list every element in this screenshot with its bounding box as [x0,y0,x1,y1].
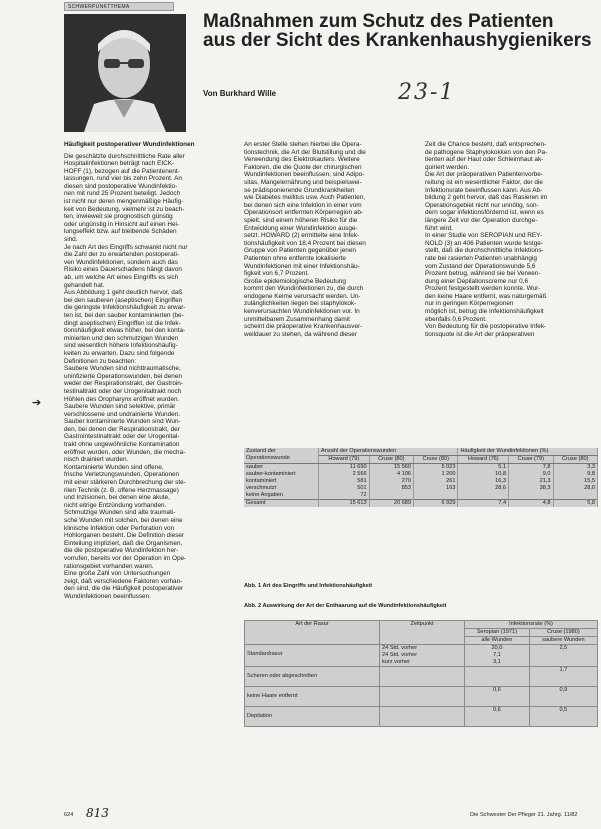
t2-time: 24 Std. vorher [382,652,418,658]
caption-figure-2: Abb. 2 Auswirkung der Art der Enthaarung auf die Wundinfektionshäufigkeit [244,603,447,609]
left-column-line: weder der Respirationstrakt, der Gastroin- [64,380,183,388]
t1-total-cell: 6 929 [414,500,458,508]
title-line-2: aus der Sicht des Krankenhaushygienikers [203,30,592,51]
t1-row-label: verschmutzt [244,485,319,492]
right-column-text [425,141,597,338]
t1-subheader: Cruse (80) [553,456,598,464]
right-column-line: längere Zeit vor der Operation durchge- [425,216,538,224]
left-column-line: Saubere Wunden sind nichttraumatische, [64,365,181,373]
t2-sub-cruse: Cruse (1980) [529,629,597,637]
t2-value: 0,6 [493,707,501,713]
left-column [64,141,237,601]
right-column-line: Prozent festgestellt werden konnte. Wur- [425,285,541,293]
right-column-line: quiriert werden. [425,163,470,171]
middle-column-line: Verwendung des Elektrokauters. Weitere [244,156,360,164]
left-column-line: ten ist, bei den sauber kontaminierten (be- [64,311,184,319]
left-column-line: Definitionen zu beachten: [64,357,137,365]
t1-cell [458,492,509,500]
middle-column-line: Faktoren, die die Quote der chirurgischen [244,163,362,171]
left-column-line: zeigt, daß verschiedene Faktoren vorhan- [64,577,183,585]
t2-seropian-cell [465,687,530,707]
left-column-line: Aus Abbildung 1 geht deutlich hervor, daß [64,289,183,297]
middle-column-line: unmittelbarem Zusammenhang damit [244,315,350,323]
t1-total-cell: 20 689 [369,500,413,508]
middle-column-line: spielt, sind einem höheren Risiko für die [244,216,358,224]
t2-header-zeitpunkt: Zeitpunkt [380,621,465,645]
t1-cell: 9,0 [509,471,553,478]
t1-cell: 261 [414,478,458,485]
right-column-line: Infektionsrate beeinflussen kann. Aus Ab- [425,186,543,194]
right-column-line: nur in geringen Körperregionen [425,300,514,308]
middle-column-line: setzt. HOWARD (2) ermittelte eine Infek- [244,232,360,240]
t1-cell: 28,6 [458,485,509,492]
left-column-line: oder ungünstig in Hinsicht auf einen Hei- [64,220,180,228]
t1-cell: 10,8 [458,471,509,478]
left-column-line: bei den sauberen (aseptischen) Eingriffen [64,296,183,304]
t1-cell: 501 [319,485,370,492]
left-column-line: Risiko eines Dauerschadens hängt davon [64,266,182,274]
t1-subheader: Cruse (79) [509,456,553,464]
middle-column-line: sitas, Mangelernährung und beispielswei- [244,178,362,186]
author-byline: Von Burkhard Wille [203,89,277,98]
right-column-line: den keine Haare entfernt, was naturgemäß [425,292,547,300]
left-column-line: Gastrointestinaltrakt oder der Urogenital- [64,433,180,441]
caption-figure-1: Abb. 1 Art des Eingriffs und Infektionshäufigkeit [244,583,373,589]
t1-subheader: Howard (76) [458,456,509,464]
table-hair-removal [244,620,598,727]
left-column-line: Hohlorganen besteht. Die Definition dieser [64,532,185,540]
t2-row-label: Depilation [245,707,380,727]
t1-cell: 163 [414,485,458,492]
t1-cell: 4 106 [369,471,413,478]
left-column-line: diesen sind postoperative Wundinfektio- [64,182,178,190]
middle-column-line: An erster Stelle stehen hierbei die Opera- [244,141,362,148]
t1-subheader: Cruse (80) [369,456,413,464]
middle-column-line: wie Diabetes mellitus usw. Auch Patienten, [244,194,366,202]
middle-column-line: tionshäufigkeit von 18,4 Prozent bei diesen [244,239,366,247]
middle-column-line: Operationsort entfernten Körperregion ab- [244,209,364,217]
title-line-1: Maßnahmen zum Schutz des Patienten [203,11,554,32]
right-column-line: bildung 2 geht hervor, daß das Rasieren im [425,194,548,202]
left-column-line: minierten und den schmutzigen Wunden [64,334,179,342]
t2-time-cell [380,667,465,687]
table-row [244,485,598,492]
t1-cell: 15,5 [553,478,598,485]
t2-cruse-cell: 0,5 [529,707,597,727]
article-title [203,12,598,50]
t1-cell: 270 [369,478,413,485]
right-column-line: de pathogene Staphylokokken von den Pa- [425,148,548,156]
t1-cell: 5,1 [458,464,509,472]
right-column-line: Prozent betrug, während sie bei Verwen- [425,270,541,278]
t2-time: 24 Std. vorher [382,645,418,651]
t1-header-group2: Häufigkeit der Wundinfektionen (%) [458,448,598,456]
left-column-line: mit einer stärkeren Durchbrechung der ste- [64,479,186,487]
table-row [245,645,598,667]
left-column-line: nicht eitrige Entzündung vorhanden. [64,501,167,509]
table-row [245,687,598,707]
left-column-line: die Zahl der zu erwartenden postoperati- [64,251,180,259]
t1-header-col1: Zustand der Operationswunde [244,448,319,464]
left-column-line: frische Verletzungswunden, Operationen [64,471,180,479]
t1-cell: 11 690 [319,464,370,472]
left-column-text [64,153,237,601]
t1-cell: 72 [319,492,370,500]
left-column-line: den, bei denen der Respirationstrakt, der [64,425,180,433]
left-column-line: den sind, die die Häufigkeit postoperativer [64,585,184,593]
left-column-line: rationsgebiet vorhanden waren. [64,562,154,570]
middle-column-line: Wundinfektionen beeinflussen, sind Adipo- [244,171,365,179]
table-row [244,464,598,472]
middle-column-line: kenverursachten Wundinfektionen vor. In [244,308,360,316]
left-column-line: ab, um welche Art eines Eingriffs es sich [64,274,179,281]
right-column-line: dung einer Depilationscreme nur 0,6 [425,277,529,285]
right-column-line: Die Art der präoperativen Patientenvorbe- [425,171,543,179]
t1-row-label: sauber-kontaminiert [244,471,319,478]
t2-time-cell [380,687,465,707]
middle-column-line: Wundinfektionen mit einer Infektionshäu- [244,262,360,270]
t1-cell: 21,3 [509,478,553,485]
right-column-line: NOLD (3) an 406 Patienten wurde festge- [425,239,543,247]
t1-subheader: Howard (79) [319,456,370,464]
right-column-line: rate bei rasierten Patienten unabhängig [425,254,537,262]
left-column-line: lungseffekt bzw. auf bleibende Schäden [64,228,177,236]
right-column-line: führt wird. [425,224,454,232]
t1-cell [553,492,598,500]
t2-seropian-cell [465,645,530,667]
margin-arrow-mark: ➔ [32,397,42,409]
left-column-line: dingt aseptischen) Eingriffen ist die Infek- [64,319,181,327]
right-column-line: Operationsgebiet nicht nur unnötig, son- [425,201,539,209]
left-column-line: HOFF (1), bezogen auf die Patientenent- [64,167,180,175]
t2-row-label: Standardrasur [245,645,380,667]
middle-column-line: Patienten ohne entfernte lokalisierte [244,254,346,262]
t2-header-rasur: Art der Rasur [245,621,380,645]
t2-seropian-cell [465,707,530,727]
left-column-line: Wundinfektionen beeinflussen. [64,592,151,600]
t2-subsub-saubere: saubere Wunden [529,637,597,645]
left-column-line: Saubere Wunden sind selektive, primär [64,403,176,411]
left-column-line: rilen Technik (z. B. offene Herzmassage) [64,486,179,494]
left-column-line: ten, inwieweit sie prognostisch günstig [64,213,173,221]
t2-sub-seropian: Seropian (1971) [465,629,530,637]
t1-cell: 28,0 [553,485,598,492]
left-column-line: ist nicht nur deren mengenmäßige Häufig- [64,198,184,206]
handwritten-note: 23-1 [398,80,456,105]
right-column-line: reitung ist ein wesentlicher Faktor, der die [425,178,543,186]
t1-subheader: Cruse (80) [414,456,458,464]
middle-column-line: Entwicklung einer Wundinfektion ausge- [244,224,358,232]
t1-header-group1: Anzahl der Operationswunden [319,448,458,456]
middle-column-line: tionstechnik, die Art der Blutstillung und die [244,148,366,156]
right-column-line: stellt, daß die durchschnittliche Infektions- [425,247,544,255]
t2-subsub-alle: alle Wunden [465,637,530,645]
left-column-line: nen mit rund 25 Prozent beteiligt. Jedoch [64,190,181,198]
t2-value: 20,0 [491,645,503,651]
middle-column-line: kommt den Wundinfektionen zu, die durch [244,285,364,293]
t1-cell: 7,8 [509,464,553,472]
left-column-line: tionshäufigkeit etwas höher, bei den konta- [64,327,186,335]
right-column-line: dern sogar infektionsfördernd ist, wenn es [425,209,544,217]
t1-cell: 15 560 [369,464,413,472]
right-column-line: tienten auf der Haut oder Schleimhaut ak- [425,156,544,164]
left-column-line: lassungen, rund vier bis zehn Prozent. An [64,175,182,183]
left-column-line: testinaltrakt oder der Urogenitaltrakt noch [64,387,182,395]
t1-row-label: keine Angaben [244,492,319,500]
section-heading: Häufigkeit postoperativer Wundinfektionen [64,141,195,148]
right-column-line: tionsquote ist die Art der präoperativen [425,330,535,338]
t2-time-cell [380,645,465,667]
left-column-line: Sauber kontaminierte Wunden sind Wun- [64,418,181,426]
right-column-line: ebenfalls 0,6 Prozent. [425,315,487,323]
t1-total-label: Gesamt [244,500,319,508]
middle-column-line: bei denen sich eine Infektion in einer vom [244,201,362,209]
left-column-line: nisch drainiert wurden. [64,456,129,464]
t2-row-label: Scheren oder abgeschnitten [245,667,380,687]
left-column-line: Schmutzige Wunden sind alte traumati- [64,509,176,517]
t2-value: 7,1 [493,652,501,658]
t2-seropian-cell [465,667,530,687]
middle-column-line: weildauer zu stehen, da während dieser [244,330,357,338]
left-column-line: Kontaminierte Wunden sind offene, [64,463,164,471]
left-column-line: verschlossene und undrainierte Wunden. [64,410,181,418]
t1-cell: 16,3 [458,478,509,485]
left-column-line: sind wesentlich höhere Infektionshäufig- [64,342,178,350]
left-column-line: klinische Infektion oder Perforation von [64,524,175,532]
t1-cell: 853 [369,485,413,492]
t2-time-cell [380,707,465,727]
right-column [425,141,597,338]
middle-column-line: zulänglichkeiten liegen bei staphylokok- [244,300,357,308]
left-column-line: keiten zu erwarten. Dazu sind folgende [64,349,175,357]
left-column-line: Eine große Zahl von Untersuchungen [64,570,171,578]
t2-value: 3,1 [493,659,501,665]
t1-total-cell: 5,8 [553,500,598,508]
right-column-line: Zeit die Chance besteht, daß entsprechen- [425,141,547,148]
t1-total-cell: 7,4 [458,500,509,508]
middle-column-line: Gruppe von Patienten gegenüber jenen [244,247,356,255]
middle-column-text [244,141,416,338]
middle-column-line: scheint die präoperative Krankenhausver- [244,323,363,331]
left-column-line: uninfizierte Operationswunden, bei denen [64,372,182,380]
table-row [245,707,598,727]
middle-column-line: se prädisponierende Grundkrankheiten [244,186,355,194]
t1-row-label: kontaminiert [244,478,319,485]
footer-journal: Die Schwester Der Pfleger 21. Jahrg. 11/82 [470,812,578,818]
left-column-line: die die postoperative Wundinfektion her- [64,547,179,555]
rubric-label: SCHWERPUNKTTHEMA [64,2,174,11]
left-column-line: gehandelt hat. [64,281,105,289]
t1-cell: 581 [319,478,370,485]
t1-total-cell: 15 613 [319,500,370,508]
left-column-line: Die geschätzte durchschnittliche Rate aller [64,152,185,160]
t1-cell: 9,8 [553,471,598,478]
left-column-line: und Inzisionen, bei denen eine akute, [64,494,170,502]
middle-column-line: Große epidemiologische Bedeutung [244,277,346,285]
t2-header-rate: Infektionsrate (%) [465,621,598,629]
middle-column [244,141,416,338]
t2-row-label: keine Haare entfernt [245,687,380,707]
footer-handwriting: 813 [86,806,109,820]
left-column-line: die geringste Infektionshäufigkeit zu erwar- [64,304,186,312]
left-column-line: sche Wunden mit solchen, bei denen eine [64,517,183,524]
t1-cell: 3,3 [553,464,598,472]
table-row [245,667,598,687]
table-infection-rates [244,448,598,507]
t1-cell: 1 200 [414,471,458,478]
left-column-line: Höhlen des Oropharynx eröffnet wurden. [64,395,180,403]
left-column-line: Je nach Art des Eingriffs schwankt nicht nur [64,243,188,251]
middle-column-line: figkeit von 6,7 Prozent. [244,270,310,278]
left-column-line: eröffnet wurden, oder Wunden, die mecha- [64,448,186,456]
left-column-line: ven Wundinfektionen, sondern auch das [64,258,178,266]
table-row [244,471,598,478]
left-column-line: Hospitalinfektionen beträgt nach EICK- [64,160,175,168]
right-column-line: vom Zustand der Operationswunde 5,6 [425,262,536,270]
left-column-line: trakt ohne ungewöhnliche Kontamination [64,441,180,449]
t1-cell: 2 566 [319,471,370,478]
page-number: 624 [64,812,74,818]
table-row [244,492,598,500]
t1-row-label: sauber [244,464,319,472]
t1-total-cell: 4,8 [509,500,553,508]
left-column-line: Einteilung impliziert, daß die Organismen, [64,539,183,547]
t2-time: kurz vorher [382,659,410,665]
t1-cell [509,492,553,500]
left-column-line: vorrufen, bereits vor der Operation im Ope- [64,554,187,562]
middle-column-line: endogene Keime verursacht werden. Un- [244,292,361,300]
left-column-line: keit von Bedeutung, vielmehr ist zu beach- [64,205,185,213]
t1-cell: 5 023 [414,464,458,472]
right-column-line: In einer Studie von SEROPIAN und REY- [425,232,542,240]
t2-value: 0,6 [493,687,501,693]
t1-cell [414,492,458,500]
right-column-line: möglich ist, betrug die Infektionshäufigkeit [425,308,544,316]
table-row [244,478,598,485]
author-photo [64,14,186,132]
t1-cell: 38,3 [509,485,553,492]
t2-cruse-cell: 0,9 [529,687,597,707]
t2-cruse-cell: 1,7 [529,667,597,687]
t1-cell [369,492,413,500]
t2-cruse-cell: 2,5 [529,645,597,667]
left-column-line: sind. [64,236,78,244]
right-column-line: Von Bedeutung für die postoperative Infek- [425,323,547,331]
